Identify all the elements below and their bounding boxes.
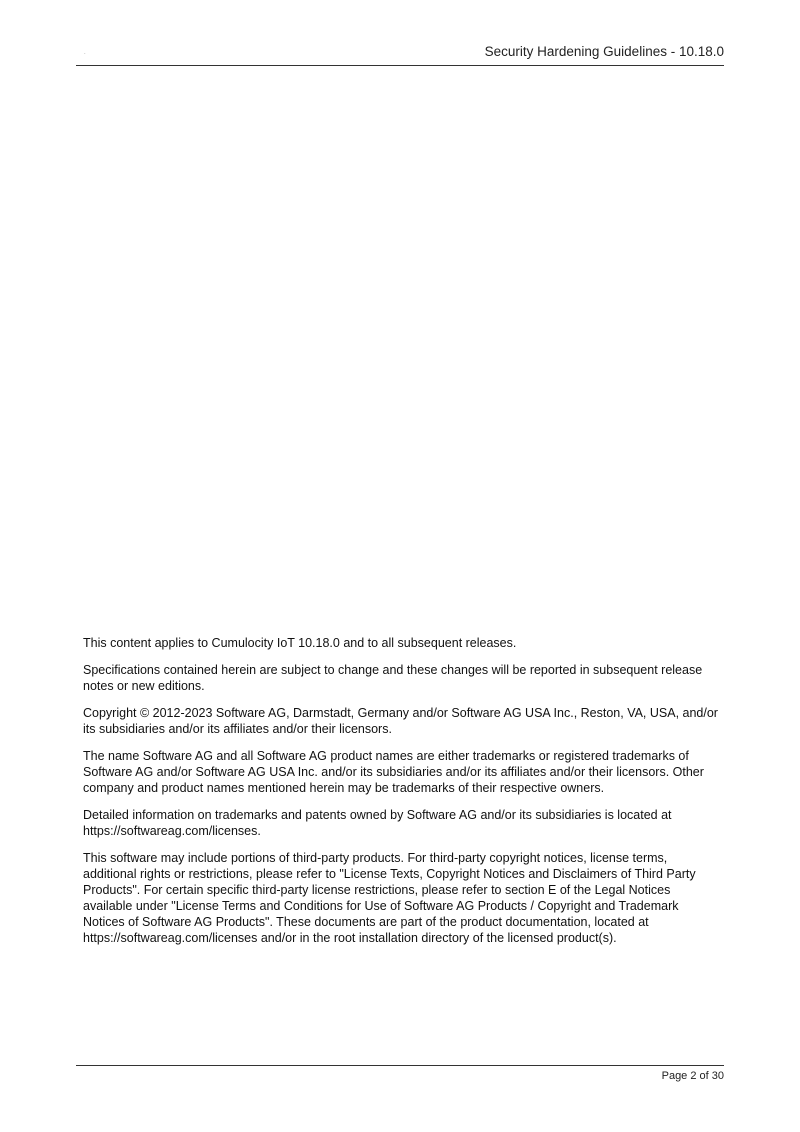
document-title: Security Hardening Guidelines - 10.18.0 [484,44,724,59]
trademarks-paragraph: The name Software AG and all Software AG product names are either trademarks or registered trademarks of Software AG and/or Software AG USA Inc. and/or its subsidiaries and/or its affiliates and/or their licensors. Other company and product names mentioned herein may be trademarks of their respective owners. [83,749,704,795]
legal-notice [83,635,723,957]
header-mark: . [84,50,86,56]
copyright-paragraph: Copyright © 2012-2023 Software AG, Darmstadt, Germany and/or Software AG USA Inc., Reston, VA, USA, and/or its subsidiaries and/or its affiliates and/or their licensors. [83,706,718,736]
page-header [76,44,724,66]
page-number: Page 2 of 30 [661,1070,724,1082]
applicability-paragraph: This content applies to Cumulocity IoT 10.18.0 and to all subsequent releases. [83,636,517,650]
page-footer [76,1065,724,1082]
specifications-paragraph: Specifications contained herein are subject to change and these changes will be reported in subsequent release notes or new editions. [83,663,703,693]
third-party-paragraph: This software may include portions of third-party products. For third-party copyright notices, license terms, additional rights or restrictions, please refer to "License Texts, Copyright Notices and Disclaimers of Third Party Products". For certain specific third-party license restrictions, please refer to section E of the Legal Notices available under "License Terms and Conditions for Use of Software AG Products / Copyright and Trademark Notices of Software AG Products". These documents are part of the product documentation, located at https://softwareag.com/licenses and/or in the root installation directory of the licensed product(s). [83,851,696,945]
patents-paragraph: Detailed information on trademarks and patents owned by Software AG and/or its subsidiaries is located at https://softwareag.com/licenses. [83,808,672,838]
